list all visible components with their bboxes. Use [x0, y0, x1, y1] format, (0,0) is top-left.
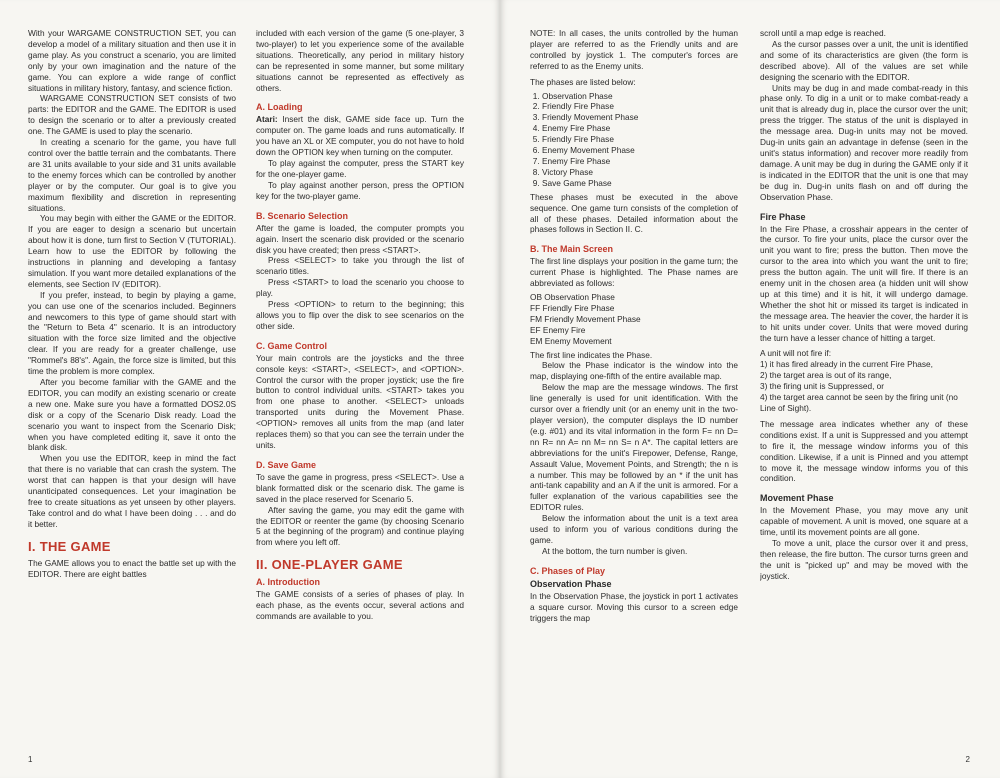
- body-paragraph: Your main controls are the joysticks and the three console keys: <START>, <SELECT>, and <OPTION>. Control the cursor with the proper joystick; use the fire button to control individual units. <START> takes you from one phase to another. <SELECT> unloads transported units during the Movement Phase. <OPTION> removes all units from the map (and later replaces them) so that you can see the terrain under the units.: [256, 352, 464, 450]
- condition-item: 1) it has fired already in the current Fire Phase,: [760, 359, 933, 370]
- condition-list: [760, 359, 968, 414]
- column-3: [530, 28, 738, 748]
- body-paragraph: These phases must be executed in the above sequence. One game turn consists of the completion of all of these phases. Detailed information about the phases follows in Section II. C.: [530, 191, 738, 235]
- condition-item: 4) the target area cannot be seen by the firing unit (no Line of Sight).: [760, 392, 958, 413]
- subheading-game-control: C. Game Control: [256, 340, 328, 351]
- body-paragraph: After you become familiar with the GAME and the EDITOR, you can modify an existing scenario or create a new one. Make sure you have a formatted DOS2.0S disk or a copy of the Scenario Disk ready. Load the scenario you want to inspect from the Scenario Disk; when you have completed editing it, save it onto the blank disk.: [28, 377, 236, 453]
- subheading-loading: A. Loading: [256, 102, 303, 113]
- phase-list-item: 3. Friendly Movement Phase: [542, 112, 738, 123]
- body-paragraph: Below the information about the unit is a text area used to inform you of various conditions during the game.: [530, 513, 738, 545]
- phase-list: [530, 91, 738, 189]
- page-number-right: 2: [965, 755, 970, 764]
- page-number-left: 1: [28, 755, 33, 764]
- body-paragraph: In creating a scenario for the game, you have full control over the battle terrain and the combatants. There are 31 units available to your side and 31 units available to the enemy forces which can be controlled by another player or by the computer. Our goal is to give you maximum flexibility and discretion in representing situations.: [28, 137, 236, 213]
- subheading-fire-phase: Fire Phase: [760, 211, 806, 222]
- subheading-movement-phase: Movement Phase: [760, 493, 834, 504]
- note-paragraph: NOTE: In all cases, the units controlled by the human player are referred to as the Friendly units and are controlled by joystick 1. The computer's forces are referred to as the Enemy units.: [530, 28, 738, 71]
- body-paragraph: At the bottom, the turn number is given.: [542, 545, 688, 556]
- body-paragraph: After saving the game, you may edit the game with the EDITOR or reenter the game (by choosing Scenario 5 at the beginning of the program) and continue playing from where you left off.: [256, 504, 464, 548]
- body-paragraph: included with each version of the game (5 one-player, 3 two-player) to let you experience some of the available situations. Theoretically, any period in military history can be represented in some manner, but some military situations cannot be represented as effectively as others.: [256, 28, 464, 93]
- phase-list-item: 6. Enemy Movement Phase: [542, 145, 738, 156]
- body-paragraph: The first line indicates the Phase.: [530, 349, 653, 360]
- column-4: [760, 28, 968, 748]
- body-paragraph: Below the Phase indicator is the window into the map, displaying one-fifth of the entire available map.: [530, 360, 738, 382]
- section-heading-the-game: I. THE GAME: [28, 538, 111, 554]
- subheading-introduction: A. Introduction: [256, 577, 320, 588]
- loading-paragraph: [256, 114, 464, 158]
- body-paragraph: As the cursor passes over a unit, the unit is identified and some of its characteristics are given (the form is described above). All of the values are set while designing the scenario with the EDITOR.: [760, 38, 968, 82]
- body-paragraph: After the game is loaded, the computer prompts you again. Insert the scenario disk provided or the scenario disk you have created; then press <START>.: [256, 222, 464, 255]
- body-paragraph: Press <START> to load the scenario you choose to play.: [256, 277, 464, 299]
- body-paragraph: In the Observation Phase, the joystick in port 1 activates a square cursor. Moving this cursor to a screen edge triggers the map: [530, 590, 738, 623]
- abbreviation-item: EF Enemy Fire: [530, 324, 586, 335]
- phase-list-item: 4. Enemy Fire Phase: [542, 123, 738, 134]
- body-paragraph: The GAME allows you to enact the battle set up with the EDITOR. There are eight battles: [28, 557, 236, 579]
- abbreviation-item: EM Enemy Movement: [530, 335, 612, 346]
- section-heading-one-player-game: II. ONE-PLAYER GAME: [256, 557, 403, 573]
- body-paragraph: To move a unit, place the cursor over it and press, then release, the fire button. The cursor turns green and the unit is "picked up" and may be moved with the joystick.: [760, 538, 968, 581]
- subheading-phases-of-play: C. Phases of Play: [530, 565, 606, 576]
- body-paragraph: The GAME consists of a series of phases of play. In each phase, as the events occur, several actions and commands are available to you.: [256, 589, 464, 622]
- atari-label: Atari:: [256, 114, 278, 125]
- phase-list-item: 7. Enemy Fire Phase: [542, 156, 738, 167]
- abbreviation-item: OB Observation Phase: [530, 292, 615, 303]
- subheading-scenario-selection: B. Scenario Selection: [256, 210, 349, 221]
- phase-list-item: 2. Friendly Fire Phase: [542, 101, 738, 112]
- body-paragraph: scroll until a map edge is reached.: [760, 28, 886, 38]
- body-paragraph: The phases are listed below:: [530, 76, 636, 87]
- body-paragraph: To play against another person, press the OPTION key for the two-player game.: [256, 179, 464, 201]
- condition-item: 2) the target area is out of its range,: [760, 370, 892, 381]
- body-paragraph: Below the map are the message windows. The first line generally is used for unit identification. With the cursor over a friendly unit (or an enemy unit in the two-player version), the computer displays the ID number (e.g. #01) and its vital information in the form F= nn D= nn R= nn A= nn M= nn S= n A*. The capital letters are abbreviations for the unit's Firepower, Defense, Range, Assault Value, Movement Points, and Strength; the n is a number. This may be followed by an * if the unit has anti-tank capability and an A if the unit is armored. For a fuller explanation of the various capabilities see the EDITOR rules.: [530, 382, 738, 513]
- right-page: [500, 0, 1000, 778]
- subheading-save-game: D. Save Game: [256, 459, 317, 470]
- body-paragraph: The message area indicates whether any of these conditions exist. If a unit is Suppressed and you attempt to fire it, the message window informs you of this condition. Likewise, if a unit is Pinned and you attempt to move it, the message window informs you of this condition.: [760, 418, 968, 484]
- subheading-main-screen: B. The Main Screen: [530, 244, 614, 255]
- phase-list-item: 1. Observation Phase: [542, 91, 738, 102]
- column-1: [28, 28, 236, 748]
- body-paragraph: You may begin with either the GAME or the EDITOR. If you are eager to design a scenario but uncertain about how it is done, turn first to Section V (TUTORIAL). Learn how to use the EDITOR by following the instructions in planning and developing a fantasy simulation. If you want more detailed explanations of the elements, see Section IV (EDITOR).: [28, 213, 236, 289]
- body-paragraph: The first line displays your position in the game turn; the current Phase is highlighted. The Phase names are abbreviated as follows:: [530, 256, 738, 289]
- body-paragraph: In the Movement Phase, you may move any unit capable of movement. A unit is moved, one square at a time, until its movement points are all gone.: [760, 505, 968, 538]
- phase-list-item: 5. Friendly Fire Phase: [542, 134, 738, 145]
- loading-text: Insert the disk, GAME side face up. Turn the computer on. The game loads and runs automatically. If you have an XL or XE computer, you do not have to hold down the OPTION key when turning on the computer.: [256, 114, 464, 158]
- abbreviation-list: [530, 292, 738, 347]
- phase-list-item: 8. Victory Phase: [542, 167, 738, 178]
- subheading-observation-phase: Observation Phase: [530, 578, 612, 589]
- body-paragraph: Press <OPTION> to return to the beginning; this allows you to flip over the disk to see scenarios on the other side.: [256, 299, 464, 331]
- phase-list-item: 9. Save Game Phase: [542, 178, 738, 189]
- column-2: [256, 28, 464, 748]
- condition-item: 3) the firing unit is Suppressed, or: [760, 381, 885, 392]
- body-paragraph: Press <SELECT> to take you through the list of scenario titles.: [256, 255, 464, 277]
- body-paragraph: In the Fire Phase, a crosshair appears in the center of the cursor. To fire your units, place the cursor over the unit you want to fire; press the button. Then move the cursor to the area into which you want the unit to fire; press the button again. The unit will fire. If there is an enemy unit in the chosen area (a hidden unit will show up at this time) and it is hit, it will undergo damage. Whether the shot hit or missed its target is indicated in the message area. The heavier the cover, the harder it is to hit units under cover. Units that were moved during the turn have a lesser chance of hitting a target.: [760, 223, 968, 343]
- abbreviation-item: FF Friendly Fire Phase: [530, 302, 615, 313]
- body-paragraph: WARGAME CONSTRUCTION SET consists of two parts: the EDITOR and the GAME. The EDITOR is used to design the scenario or to alter a previously created one. The GAME is used to play the scenario.: [28, 93, 236, 137]
- body-paragraph: If you prefer, instead, to begin by playing a game, you can use one of the scenarios included. Beginners and newcomers to this type of game should start with the "Return to Beta 4" scenario. It is an introductory situation with the force size limited and the objective clear. If you are ready for a greater challenge, use "Rommel's 88's". Again, the force size is limited, but this time the problem is more complex.: [28, 289, 236, 377]
- body-paragraph: When you use the EDITOR, keep in mind the fact that there is no variable that can crash the system. The worst that can happen is that your design will have unanticipated consequences. Let your imagination be free to create situations as yet unseen by other players. Take control and do what I have been doing . . . and do it better.: [28, 453, 236, 529]
- body-paragraph: To save the game in progress, press <SELECT>. Use a blank formatted disk or the scenario disk. The game is saved in the place reserved for Scenario 5.: [256, 471, 464, 504]
- abbreviation-item: FM Friendly Movement Phase: [530, 313, 641, 324]
- body-paragraph: Units may be dug in and made combat-ready in this phase only. To dig in a unit or to make combat-ready a unit that is already dug in, place the cursor over the unit; press the trigger. The status of the unit is displayed in the message area. Dug-in units may not be moved. Dug-in units gain an advantage in defense (seen in the unit's status information) and recover more readily from damage. A unit may be dug in during the GAME only if it is indicated in the EDITOR that the unit is one that may be dug in. Dug-in units flash on and off during the Observation Phase.: [760, 82, 968, 202]
- body-paragraph: To play against the computer, press the START key for the one-player game.: [256, 158, 464, 179]
- body-paragraph: A unit will not fire if:: [760, 348, 832, 359]
- intro-paragraph: With your WARGAME CONSTRUCTION SET, you can develop a model of a military situation and then use it in game play. As you construct a scenario, you are limited only by your own imagination and the nature of the game. You can explore a wide range of conflict situations in military history, fantasy, and science fiction.: [28, 28, 236, 93]
